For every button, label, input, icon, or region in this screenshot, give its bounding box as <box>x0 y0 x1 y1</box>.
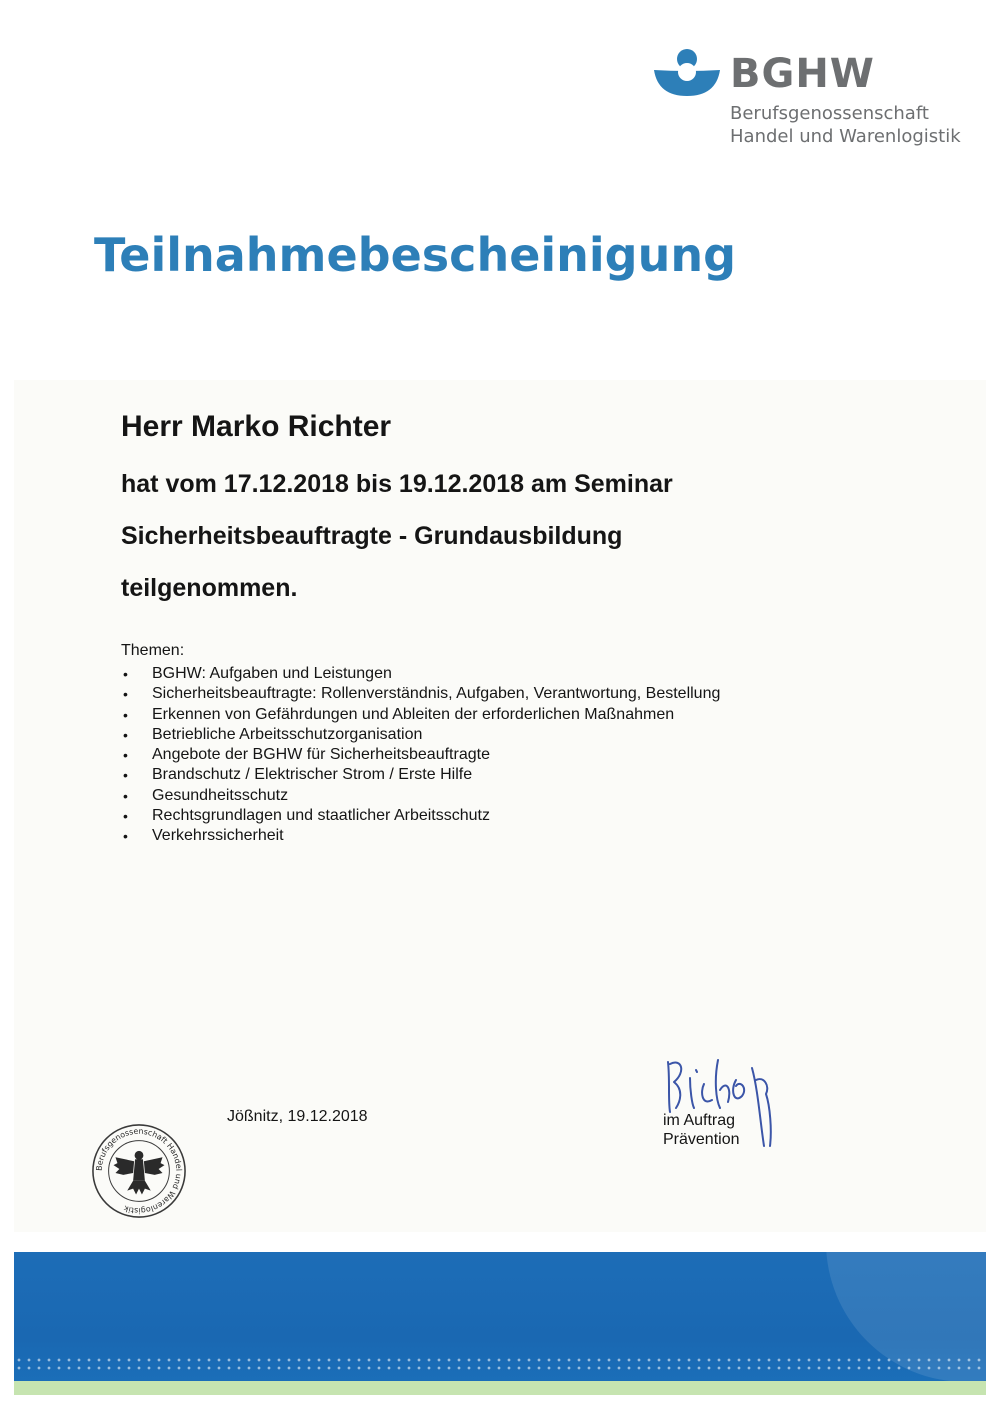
list-item <box>121 826 720 846</box>
bullet-icon: • <box>123 666 128 682</box>
bullet-icon: • <box>123 787 128 804</box>
footer-band <box>14 1252 986 1395</box>
recipient-name: Herr Marko Richter <box>121 410 392 443</box>
topics-heading: Themen: <box>121 642 185 659</box>
topic-text: Gesundheitsschutz <box>152 786 289 804</box>
list-item <box>121 786 720 806</box>
topic-text: Betriebliche Arbeitsschutzorganisation <box>152 725 423 743</box>
topics-list <box>121 664 720 847</box>
bghw-logo-mark-icon <box>652 48 722 100</box>
list-item <box>121 684 720 704</box>
attendance-closing-line: teilgenommen. <box>121 574 298 602</box>
list-item <box>121 705 720 725</box>
list-item <box>121 765 720 785</box>
topic-text: Sicherheitsbeauftragte: Rollenverständnis, Aufgaben, Verantwortung, Bestellung <box>152 685 721 703</box>
topic-text: Brandschutz / Elektrischer Strom / Erste Hilfe <box>152 766 473 784</box>
topic-text: BGHW: Aufgaben und Leistungen <box>152 665 392 682</box>
bullet-icon: • <box>123 828 128 845</box>
list-item <box>121 664 720 684</box>
topic-text: Verkehrssicherheit <box>152 827 284 845</box>
logo-subtitle-line2: Handel und Warenlogistik <box>730 126 961 147</box>
bullet-icon: • <box>123 767 128 784</box>
list-item <box>121 725 720 745</box>
logo-subtitle-line1: Berufsgenossenschaft <box>730 103 929 124</box>
bullet-icon: • <box>123 706 128 723</box>
topic-text: Angebote der BGHW für Sicherheitsbeauftragte <box>152 746 490 764</box>
bullet-icon: • <box>123 808 128 825</box>
bullet-icon: • <box>123 726 128 743</box>
signature-line-1: im Auftrag <box>663 1112 736 1129</box>
signature-line-2: Prävention <box>663 1131 740 1148</box>
list-item <box>121 806 720 826</box>
bullet-icon: • <box>123 686 128 703</box>
bghw-logo <box>652 48 972 158</box>
seminar-title: Sicherheitsbeauftragte - Grundausbildung <box>121 522 623 550</box>
bullet-icon: • <box>123 747 128 764</box>
footer-dot-pattern <box>14 1356 986 1372</box>
list-item <box>121 745 720 765</box>
document-title: Teilnahmebescheinigung <box>94 228 737 282</box>
logo-wordmark: BGHW <box>730 51 875 97</box>
topic-text: Erkennen von Gefährdungen und Ableiten der erforderlichen Maßnahmen <box>152 705 675 723</box>
official-seal-icon <box>90 1122 188 1220</box>
topic-text: Rechtsgrundlagen und staatlicher Arbeitsschutz <box>152 807 490 825</box>
place-and-date: Jößnitz, 19.12.2018 <box>227 1108 368 1125</box>
logo-subtitle <box>730 102 961 148</box>
attendance-dates-line: hat vom 17.12.2018 bis 19.12.2018 am Seminar <box>121 470 673 498</box>
svg-text:Berufsgenossenschaft Handel un: Berufsgenossenschaft Handel und Warenlogistik <box>94 1126 184 1216</box>
signature-caption <box>663 1111 740 1149</box>
footer-green-strip <box>14 1381 986 1395</box>
